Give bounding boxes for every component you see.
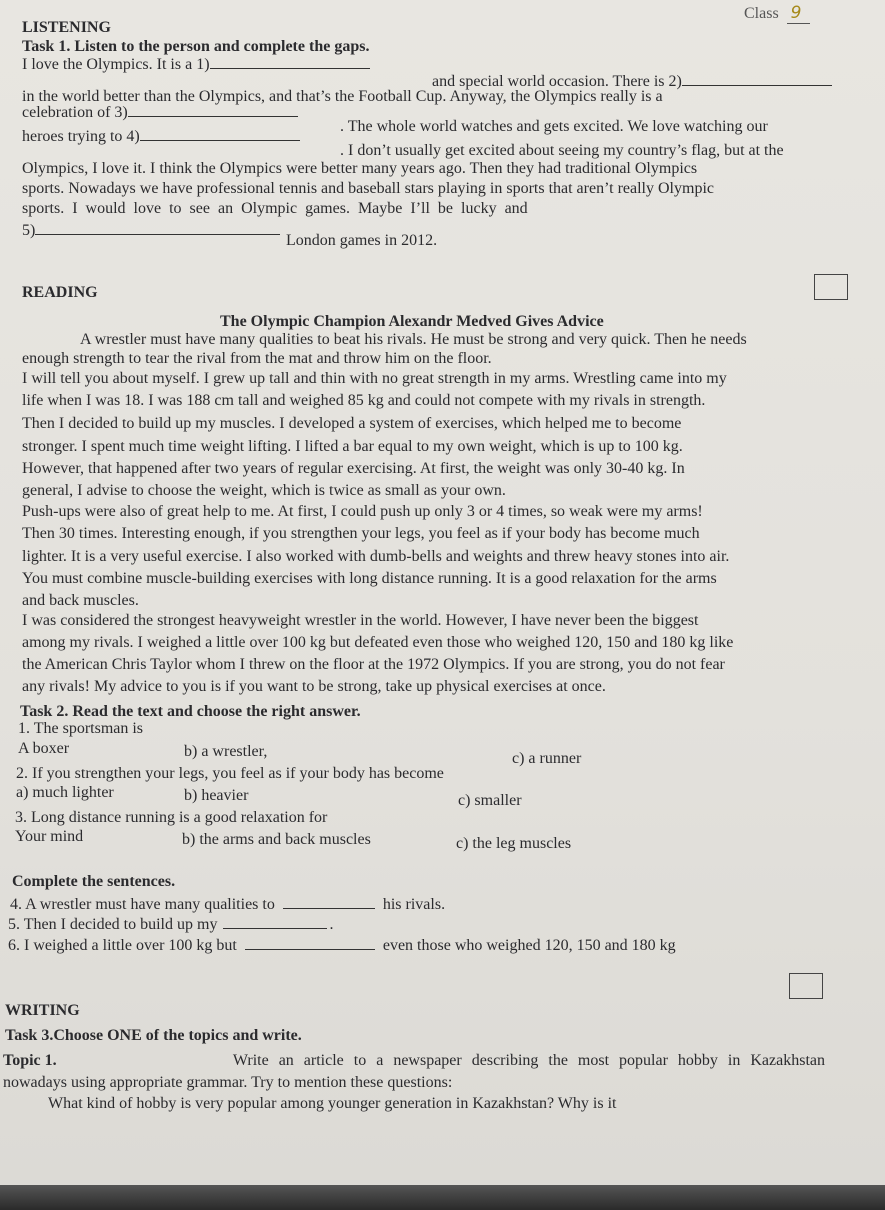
listening-line-4: heroes trying to 4) [22,128,300,146]
listening-line-5: Olympics, I love it. I think the Olympics were better many years ago. Then they had traditional Olympics [22,160,698,177]
class-label: Class [744,5,779,22]
gap-1[interactable] [210,56,370,69]
reading-line-14: I was considered the strongest heavyweight wrestler in the world. However, I have never been the biggest [22,612,699,629]
task2-title: Task 2. Read the text and choose the right answer. [20,703,361,720]
listening-line-4b: . I don’t usually get excited about seeing my country’s flag, but at the [340,142,784,159]
reading-line-15: among my rivals. I weighed a little over 100 kg but defeated even those who weighed 120, 150 and 180 kg like [22,634,734,651]
reading-line-7: However, that happened after two years of regular exercising. At first, the weight was only 30-40 kg. In [22,460,685,477]
reading-line-6: stronger. I spent much time weight lifting. I lifted a bar equal to my own weight, which is up to 100 kg. [22,438,683,455]
reading-title: The Olympic Champion Alexandr Medved Gives Advice [220,313,604,330]
reading-heading: READING [22,284,98,301]
gap-4[interactable] [140,128,300,141]
listening-task-title: Task 1. Listen to the person and complete the gaps. [22,38,370,55]
q3-option-c[interactable]: c) the leg muscles [456,835,572,852]
listening-line-2: in the world better than the Olympics, and that’s the Football Cup. Anyway, the Olympics really is a [22,88,663,105]
q1-option-a[interactable]: A boxer [18,740,70,757]
writing-task-title: Task 3.Choose ONE of the topics and write. [5,1027,302,1044]
reading-line-10: Then 30 times. Interesting enough, if you strengthen your legs, you feel as if your body has become much [22,525,700,542]
reading-line-9: Push-ups were also of great help to me. At first, I could push up only 3 or 4 times, so weak were my arms! [22,503,703,520]
topic-1-text: Write an article to a newspaper describing the most popular hobby in Kazakhstan [232,1052,825,1069]
reading-line-1: A wrestler must have many qualities to beat his rivals. He must be strong and very quick. Then he needs [80,331,747,348]
class-field [744,4,810,23]
question-1: 1. The sportsman is [18,720,144,737]
complete-title: Complete the sentences. [12,873,176,890]
listening-heading: LISTENING [22,19,111,36]
sentence-6-gap[interactable] [245,937,375,950]
reading-line-2: enough strength to tear the rival from the mat and throw him on the floor. [22,350,492,367]
q3-option-a[interactable]: Your mind [15,828,84,845]
question-3: 3. Long distance running is a good relaxation for [15,809,328,826]
reading-line-4: life when I was 18. I was 188 cm tall and weighed 85 kg and could not compete with my rivals in strength. [22,392,706,409]
listening-line-7: sports. I would love to see an Olympic games. Maybe I’ll be lucky and [22,200,528,217]
gap-5[interactable] [35,222,280,235]
topic-1-question: What kind of hobby is very popular among younger generation in Kazakhstan? Why is it [48,1095,617,1112]
reading-line-3: I will tell you about myself. I grew up tall and thin with no great strength in my arms. Wrestling came into my [22,370,727,387]
reading-line-8: general, I advise to choose the weight, which is twice as small as your own. [22,482,506,499]
listening-line-6: sports. Nowadays we have professional tennis and baseball stars playing in sports that aren’t really Olympic [22,180,714,197]
complete-score-box[interactable] [789,973,823,999]
topic-1-line-2: nowadays using appropriate grammar. Try to mention these questions: [3,1074,453,1091]
gap-2[interactable] [682,73,832,86]
topic-1-line-1 [3,1052,825,1070]
sentence-4-gap[interactable] [283,896,375,909]
sentence-5-gap[interactable] [223,916,327,929]
reading-line-12: You must combine muscle-building exercises with long distance running. It is a good relaxation for the arms [22,570,717,587]
listening-line-3b: . The whole world watches and gets excited. We love watching our [340,118,768,135]
sentence-6: 6. I weighed a little over 100 kg but even those who weighed 120, 150 and 180 kg [8,937,676,954]
sentence-4: 4. A wrestler must have many qualities to his rivals. [10,896,446,913]
reading-line-17: any rivals! My advice to you is if you want to be strong, take up physical exercises at once. [22,678,606,695]
reading-line-11: lighter. It is a very useful exercise. I also worked with dumb-bells and weights and threw heavy stones into air. [22,548,730,565]
q1-option-b[interactable]: b) a wrestler, [184,743,268,760]
reading-line-5: Then I decided to build up my muscles. I developed a system of exercises, which helped me to become [22,415,682,432]
q2-option-a[interactable]: a) much lighter [16,784,114,801]
q1-option-c[interactable]: c) a runner [512,750,582,767]
listening-line-8: 5) [22,222,280,240]
gap-3[interactable] [128,104,298,117]
writing-heading: WRITING [5,1002,80,1019]
question-2: 2. If you strengthen your legs, you feel as if your body has become [16,765,444,782]
desk-edge [0,1185,885,1210]
reading-line-16: the American Chris Taylor whom I threw on the floor at the 1972 Olympics. If you are strong, you do not fear [22,656,725,673]
reading-score-box[interactable] [814,274,848,300]
listening-line-1: I love the Olympics. It is a 1) [22,56,370,74]
listening-line-3: celebration of 3) [22,104,298,122]
listening-line-8b: London games in 2012. [286,232,438,249]
q2-option-c[interactable]: c) smaller [458,792,522,809]
class-value: 9 [787,3,810,24]
listening-line-1b: and special world occasion. There is 2) [432,73,832,91]
q2-option-b[interactable]: b) heavier [184,787,249,804]
q3-option-b[interactable]: b) the arms and back muscles [182,831,371,848]
topic-1-label: Topic 1. [3,1052,57,1069]
sentence-5: 5. Then I decided to build up my . [8,916,334,933]
reading-line-13: and back muscles. [22,592,139,609]
